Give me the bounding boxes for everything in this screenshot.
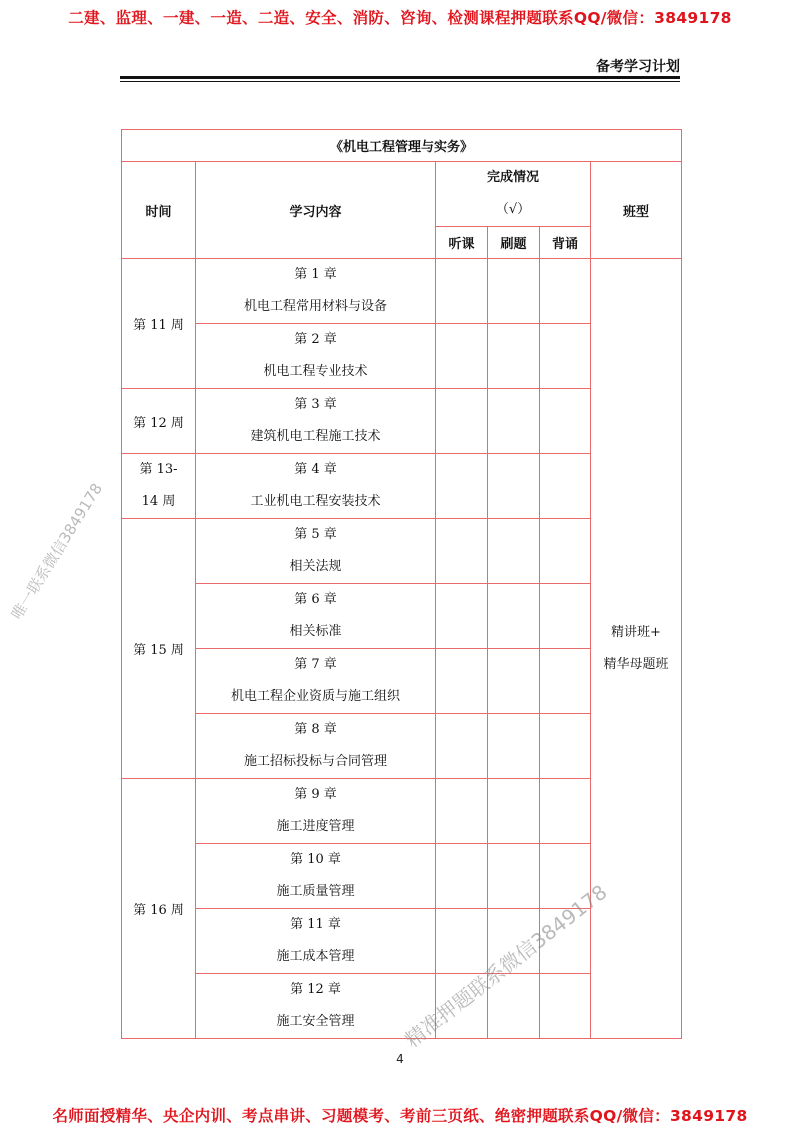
header-status-label: 完成情况: [486, 170, 539, 185]
header-status-mark: （√）: [495, 202, 531, 217]
chapter-number: 第 8 章: [294, 722, 337, 737]
chapter-cell: [196, 519, 436, 584]
chapter-title: 施工招标投标与合同管理: [243, 754, 387, 769]
chapter-cell: [196, 649, 436, 714]
header-rule-thick: [120, 76, 680, 79]
week-label-line1: 第 13-: [139, 462, 178, 477]
recite-check-cell[interactable]: [540, 844, 591, 909]
chapter-cell: [196, 909, 436, 974]
chapter-cell: [196, 844, 436, 909]
listen-check-cell[interactable]: [436, 259, 488, 324]
chapter-number: 第 4 章: [294, 462, 337, 477]
watermark-right: 精准押题联系微信3849178: [400, 879, 612, 1053]
recite-check-cell[interactable]: [540, 714, 591, 779]
listen-check-cell[interactable]: [436, 779, 488, 844]
header-class-type: 班型: [591, 162, 682, 259]
chapter-title: 相关标准: [289, 624, 342, 639]
chapter-cell: [196, 454, 436, 519]
chapter-cell: [196, 584, 436, 649]
chapter-number: 第 11 章: [290, 917, 341, 932]
chapter-number: 第 12 章: [290, 982, 341, 997]
chapter-title: 相关法规: [289, 559, 342, 574]
listen-check-cell[interactable]: [436, 844, 488, 909]
class-type-line2: 精华母题班: [603, 656, 669, 672]
class-type-line1: 精讲班+: [611, 624, 661, 640]
week-label-line2: 14 周: [141, 494, 176, 509]
chapter-cell: [196, 974, 436, 1039]
practice-check-cell[interactable]: [488, 259, 540, 324]
header-practice: 刷题: [488, 227, 540, 259]
recite-check-cell[interactable]: [540, 389, 591, 454]
practice-check-cell[interactable]: [488, 779, 540, 844]
chapter-number: 第 6 章: [294, 592, 337, 607]
page-number: 4: [396, 1052, 404, 1066]
chapter-title: 机电工程专业技术: [263, 364, 368, 379]
chapter-number: 第 2 章: [294, 332, 337, 347]
header-content: 学习内容: [196, 162, 436, 259]
chapter-cell: [196, 714, 436, 779]
listen-check-cell[interactable]: [436, 389, 488, 454]
chapter-cell: [196, 259, 436, 324]
week-cell: 第 11 周: [122, 259, 196, 389]
table-title: 《机电工程管理与实务》: [122, 130, 682, 162]
practice-check-cell[interactable]: [488, 454, 540, 519]
practice-check-cell[interactable]: [488, 519, 540, 584]
practice-check-cell[interactable]: [488, 324, 540, 389]
listen-check-cell[interactable]: [436, 519, 488, 584]
listen-check-cell[interactable]: [436, 324, 488, 389]
week-cell: 第 16 周: [122, 779, 196, 1039]
recite-check-cell[interactable]: [540, 974, 591, 1039]
recite-check-cell[interactable]: [540, 259, 591, 324]
recite-check-cell[interactable]: [540, 909, 591, 974]
listen-check-cell[interactable]: [436, 584, 488, 649]
header-rule-thin: [120, 81, 680, 82]
chapter-title: 建筑机电工程施工技术: [250, 429, 381, 444]
listen-check-cell[interactable]: [436, 909, 488, 974]
chapter-title: 施工安全管理: [276, 1014, 355, 1029]
practice-check-cell[interactable]: [488, 714, 540, 779]
practice-check-cell[interactable]: [488, 389, 540, 454]
header-listen: 听课: [436, 227, 488, 259]
practice-check-cell[interactable]: [488, 974, 540, 1039]
header-status: [436, 162, 591, 227]
study-plan-table: [121, 129, 682, 1039]
chapter-number: 第 1 章: [294, 267, 337, 282]
watermark-left: 唯一联系微信3849178: [7, 480, 107, 623]
header-time: 时间: [122, 162, 196, 259]
chapter-title: 机电工程常用材料与设备: [243, 299, 387, 314]
page-header-title: 备考学习计划: [596, 59, 680, 75]
chapter-title: 施工成本管理: [276, 949, 355, 964]
week-cell: 第 15 周: [122, 519, 196, 779]
header-recite: 背诵: [540, 227, 591, 259]
listen-check-cell[interactable]: [436, 649, 488, 714]
chapter-number: 第 9 章: [294, 787, 337, 802]
chapter-number: 第 3 章: [294, 397, 337, 412]
practice-check-cell[interactable]: [488, 584, 540, 649]
chapter-number: 第 5 章: [294, 527, 337, 542]
chapter-number: 第 10 章: [290, 852, 341, 867]
recite-check-cell[interactable]: [540, 454, 591, 519]
chapter-cell: [196, 389, 436, 454]
recite-check-cell[interactable]: [540, 519, 591, 584]
listen-check-cell[interactable]: [436, 714, 488, 779]
class-type-cell: [591, 259, 682, 1039]
listen-check-cell[interactable]: [436, 974, 488, 1039]
chapter-cell: [196, 324, 436, 389]
chapter-cell: [196, 779, 436, 844]
week-cell: 第 12 周: [122, 389, 196, 454]
listen-check-cell[interactable]: [436, 454, 488, 519]
recite-check-cell[interactable]: [540, 779, 591, 844]
practice-check-cell[interactable]: [488, 649, 540, 714]
recite-check-cell[interactable]: [540, 649, 591, 714]
recite-check-cell[interactable]: [540, 584, 591, 649]
chapter-title: 施工质量管理: [276, 884, 355, 899]
recite-check-cell[interactable]: [540, 324, 591, 389]
practice-check-cell[interactable]: [488, 844, 540, 909]
week-cell: [122, 454, 196, 519]
chapter-number: 第 7 章: [294, 657, 337, 672]
chapter-title: 机电工程企业资质与施工组织: [230, 689, 400, 704]
top-promo-banner: 二建、监理、一建、一造、二造、安全、消防、咨询、检测课程押题联系QQ/微信：3849178: [68, 9, 732, 27]
bottom-promo-banner: 名师面授精华、央企内训、考点串讲、习题模考、考前三页纸、绝密押题联系QQ/微信：3849178: [52, 1107, 748, 1125]
chapter-title: 施工进度管理: [276, 819, 355, 834]
practice-check-cell[interactable]: [488, 909, 540, 974]
chapter-title: 工业机电工程安装技术: [250, 494, 381, 509]
